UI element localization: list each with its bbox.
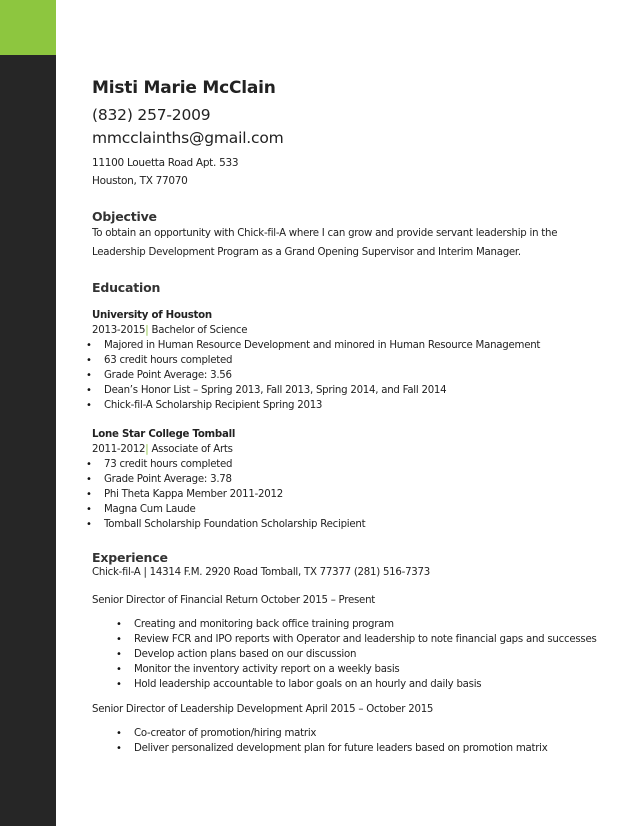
role-title: Senior Director of Financial Return October 2015 – Present — [92, 595, 376, 606]
bullet-icon: • — [116, 619, 122, 630]
bullet-icon: • — [86, 474, 92, 485]
list-item: • Creating and monitoring back office training program — [116, 619, 394, 630]
list-item: • Tomball Scholarship Foundation Scholarship Recipient — [86, 519, 366, 530]
sidebar-dark-band — [0, 0, 56, 826]
objective-heading: Objective — [92, 209, 157, 224]
list-item: • Monitor the inventory activity report on a weekly basis — [116, 664, 400, 675]
experience-heading: Experience — [92, 550, 168, 565]
degree-title: Associate of Arts — [148, 444, 233, 455]
header-block — [92, 78, 612, 187]
resume-content — [86, 78, 612, 756]
bullet-icon: • — [86, 489, 92, 500]
list-item: • Develop action plans based on our discussion — [116, 649, 357, 660]
degree-separator: | — [145, 444, 149, 455]
school-block — [86, 308, 612, 413]
address-line-1: 11100 Louetta Road Apt. 533 — [92, 157, 239, 169]
role-block — [92, 702, 612, 756]
list-item: • Magna Cum Laude — [86, 504, 196, 515]
school-block — [86, 427, 612, 532]
list-item: • Dean’s Honor List – Spring 2013, Fall 2013, Spring 2014, and Fall 2014 — [86, 385, 447, 396]
degree-separator: | — [145, 325, 149, 336]
list-item: • Review FCR and IPO reports with Operator and leadership to note financial gaps and successes — [116, 634, 597, 645]
bullet-icon: • — [86, 370, 92, 381]
education-heading: Education — [92, 280, 161, 295]
email-address: mmcclainths@gmail.com — [92, 129, 284, 147]
objective-section — [92, 209, 612, 262]
phone-number: (832) 257-2009 — [92, 106, 211, 124]
list-item: • Deliver personalized development plan for future leaders based on promotion matrix — [116, 743, 548, 754]
bullet-icon: • — [116, 649, 122, 660]
bullet-icon: • — [86, 355, 92, 366]
address-line-2: Houston, TX 77070 — [92, 175, 188, 187]
bullet-icon: • — [116, 743, 122, 754]
bullet-icon: • — [86, 459, 92, 470]
role-duties-list — [92, 617, 612, 692]
employer-line: Chick-fil-A | 14314 F.M. 2920 Road Tomball, TX 77377 (281) 516-7373 — [92, 567, 431, 578]
bullet-icon: • — [116, 634, 122, 645]
list-item: • 73 credit hours completed — [86, 459, 233, 470]
role-title: Senior Director of Leadership Development April 2015 – October 2015 — [92, 704, 434, 715]
experience-section — [92, 550, 612, 756]
bullet-icon: • — [86, 519, 92, 530]
degree-years: 2011-2012 — [92, 444, 146, 455]
degree-title: Bachelor of Science — [148, 325, 248, 336]
sidebar-green-accent — [0, 0, 56, 55]
list-item: • 63 credit hours completed — [86, 355, 233, 366]
list-item: • Grade Point Average: 3.78 — [86, 474, 232, 485]
role-block — [92, 593, 612, 692]
school-name: University of Houston — [92, 310, 212, 321]
degree-years: 2013-2015 — [92, 325, 146, 336]
role-duties-list — [92, 726, 612, 756]
list-item: • Co-creator of promotion/hiring matrix — [116, 728, 317, 739]
list-item: • Grade Point Average: 3.56 — [86, 370, 232, 381]
list-item: • Phi Theta Kappa Member 2011-2012 — [86, 489, 283, 500]
school-details-list — [86, 457, 612, 532]
degree-line — [92, 323, 612, 338]
bullet-icon: • — [86, 504, 92, 515]
bullet-icon: • — [116, 679, 122, 690]
bullet-icon: • — [116, 728, 122, 739]
list-item: • Majored in Human Resource Development and minored in Human Resource Management — [86, 340, 541, 351]
education-section — [86, 280, 612, 532]
list-item: • Hold leadership accountable to labor goals on an hourly and daily basis — [116, 679, 482, 690]
degree-line — [92, 442, 612, 457]
bullet-icon: • — [86, 400, 92, 411]
candidate-name: Misti Marie McClain — [92, 78, 276, 98]
objective-text: To obtain an opportunity with Chick-fil-A where I can grow and provide servant leadership in the Leadership Development Program as a Grand Opening Supervisor and Interim Manager. — [92, 228, 558, 258]
bullet-icon: • — [86, 385, 92, 396]
bullet-icon: • — [116, 664, 122, 675]
school-details-list — [86, 338, 612, 413]
school-name: Lone Star College Tomball — [92, 429, 236, 440]
bullet-icon: • — [86, 340, 92, 351]
list-item: • Chick-fil-A Scholarship Recipient Spring 2013 — [86, 400, 323, 411]
